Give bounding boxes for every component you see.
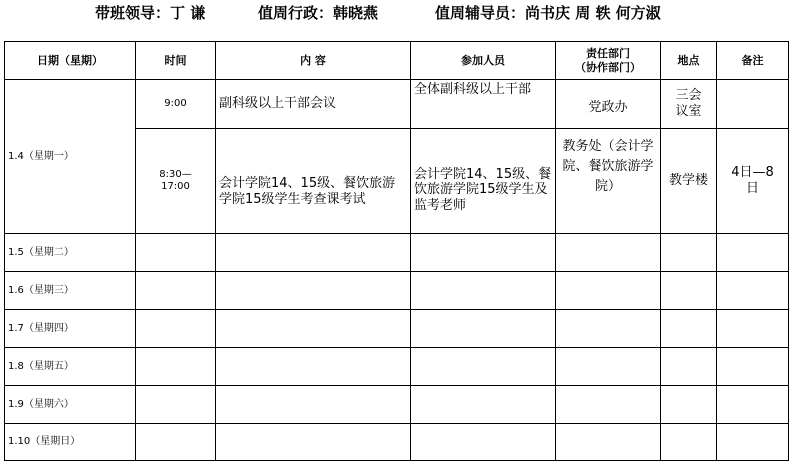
- content-cell: [216, 348, 411, 386]
- table-row: [5, 310, 789, 348]
- time-cell: [136, 386, 216, 424]
- col-content-header: 内 容: [216, 42, 411, 80]
- location-cell: [661, 234, 717, 272]
- time-cell: 9:00: [136, 80, 216, 129]
- date-cell: 1.8（星期五）: [5, 348, 136, 386]
- content-cell: 副科级以上干部会议: [216, 80, 411, 129]
- date-cell: 1.7（星期四）: [5, 310, 136, 348]
- col-notes-header: 备注: [717, 42, 789, 80]
- date-cell: 1.4（星期一）: [5, 80, 136, 234]
- notes-cell: [717, 386, 789, 424]
- content-cell: [216, 272, 411, 310]
- table-row: [5, 424, 789, 461]
- time-cell: [136, 234, 216, 272]
- location-cell: [661, 348, 717, 386]
- department-cell: [556, 234, 661, 272]
- time-cell: [136, 424, 216, 461]
- department-cell: [556, 348, 661, 386]
- table-row: [5, 234, 789, 272]
- department-cell: [556, 272, 661, 310]
- location-cell: [661, 386, 717, 424]
- notes-cell: [717, 272, 789, 310]
- department-cell: 教务处（会计学院、餐饮旅游学院）: [556, 129, 661, 234]
- participants-cell: 会计学院14、15级、餐饮旅游学院15级学生及监考老师: [411, 129, 556, 234]
- department-cell: [556, 386, 661, 424]
- participants-cell: [411, 348, 556, 386]
- content-cell: [216, 424, 411, 461]
- content-cell: [216, 234, 411, 272]
- department-cell: [556, 424, 661, 461]
- time-cell: [136, 348, 216, 386]
- dept-header-line2: （协作部门）: [575, 60, 641, 74]
- participants-cell: [411, 424, 556, 461]
- content-cell: 会计学院14、15级、餐饮旅游学院15级学生考查课考试: [216, 129, 411, 234]
- content-cell: [216, 310, 411, 348]
- table-row: [5, 348, 789, 386]
- table-row: [5, 386, 789, 424]
- header-row: [5, 42, 789, 80]
- date-cell: 1.5（星期二）: [5, 234, 136, 272]
- col-time-header: 时间: [136, 42, 216, 80]
- notes-cell: [717, 310, 789, 348]
- location-cell: 三会议室: [661, 80, 717, 129]
- location-cell: 教学楼: [661, 129, 717, 234]
- time-cell: [136, 310, 216, 348]
- dept-header-line1: 责任部门: [586, 47, 630, 61]
- time-cell: [136, 272, 216, 310]
- table-row: [5, 80, 789, 129]
- weekly-schedule-table: [4, 41, 789, 461]
- date-cell: 1.9（星期六）: [5, 386, 136, 424]
- location-cell: [661, 310, 717, 348]
- department-cell: 党政办: [556, 80, 661, 129]
- date-cell: 1.6（星期三）: [5, 272, 136, 310]
- notes-cell: 4日—8日: [717, 129, 789, 234]
- col-location-header: 地点: [661, 42, 717, 80]
- content-cell: [216, 386, 411, 424]
- location-cell: [661, 272, 717, 310]
- participants-cell: [411, 234, 556, 272]
- duty-counselors: 值周辅导员：尚书庆 周 轶 何方淑: [435, 4, 661, 22]
- col-date-header: 日期（星期）: [5, 42, 136, 80]
- duty-leader: 带班领导：丁 谦: [95, 4, 206, 22]
- notes-cell: [717, 234, 789, 272]
- location-cell: [661, 424, 717, 461]
- date-cell: 1.10（星期日）: [5, 424, 136, 461]
- notes-cell: [717, 424, 789, 461]
- duty-admin: 值周行政：韩晓燕: [258, 4, 379, 22]
- participants-cell: 全体副科级以上干部: [411, 80, 556, 129]
- notes-cell: [717, 80, 789, 129]
- table-row: [5, 272, 789, 310]
- participants-cell: [411, 310, 556, 348]
- schedule-header: [0, 0, 792, 34]
- participants-cell: [411, 272, 556, 310]
- col-participants-header: 参加人员: [411, 42, 556, 80]
- notes-cell: [717, 348, 789, 386]
- department-cell: [556, 310, 661, 348]
- participants-cell: [411, 386, 556, 424]
- time-cell: 8:30—17:00: [136, 129, 216, 234]
- col-department-header: [556, 42, 661, 80]
